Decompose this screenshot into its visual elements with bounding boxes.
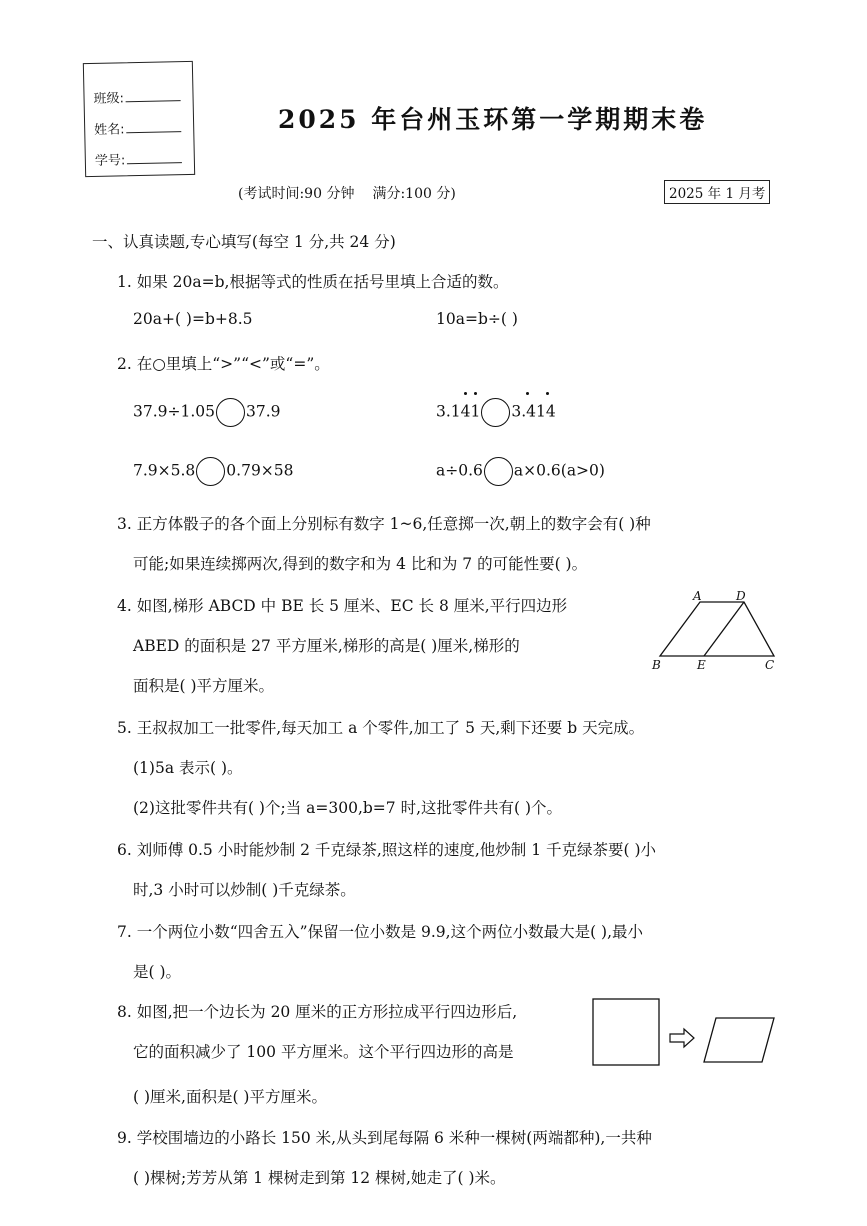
q2-item-a: 37.9÷1.05 37.9: [133, 398, 281, 427]
date-badge: 2025 年 1 月考: [664, 180, 770, 204]
label-c: C: [765, 658, 775, 672]
exam-time: (考试时间:90 分钟: [238, 186, 355, 202]
student-id-field[interactable]: 学号:: [95, 148, 183, 169]
square-to-parallelogram-figure: [590, 996, 780, 1068]
q5-sub2: (2)这批零件共有( )个;当 a=300,b=7 时,这批零件共有( )个。: [133, 799, 563, 817]
name-field[interactable]: 姓名:: [94, 117, 182, 138]
compare-circle[interactable]: [216, 398, 245, 427]
q3-line1: 3. 正方体骰子的各个面上分别标有数字 1~6,任意掷一次,朝上的数字会有( )种: [117, 515, 651, 533]
repeat-dot: [474, 392, 477, 395]
q8-line3: ( )厘米,面积是( )平方厘米。: [133, 1088, 327, 1106]
q7-line1: 7. 一个两位小数“四舍五入”保留一位小数是 9.9,这个两位小数最大是( ),最小: [117, 923, 644, 941]
q1-right-blank[interactable]: 10a=b÷( ): [436, 310, 518, 328]
label-d: D: [736, 589, 746, 603]
parallelogram-shape: [704, 1018, 774, 1062]
label-b: B: [652, 658, 661, 672]
q3-line2: 可能;如果连续掷两次,得到的数字和为 4 比和为 7 的可能性要( )。: [133, 555, 588, 573]
q4-line3: 面积是( )平方厘米。: [133, 677, 275, 695]
q6-line1: 6. 刘师傅 0.5 小时能炒制 2 千克绿茶,照这样的速度,他炒制 1 千克绿茶要( )小: [117, 841, 657, 859]
square-shape: [593, 999, 659, 1065]
compare-circle[interactable]: [481, 398, 510, 427]
q5-stem: 5. 王叔叔加工一批零件,每天加工 a 个零件,加工了 5 天,剩下还要 b 天完成。: [117, 719, 645, 737]
q4-line2: ABED 的面积是 27 平方厘米,梯形的高是( )厘米,梯形的: [133, 637, 520, 655]
repeat-dot: [526, 392, 529, 395]
exam-info: [238, 183, 456, 203]
q5-sub1: (1)5a 表示( )。: [133, 759, 243, 777]
q4-line1: 4. 如图,梯形 ABCD 中 BE 长 5 厘米、EC 长 8 厘米,平行四边形: [117, 597, 568, 615]
q8-line1: 8. 如图,把一个边长为 20 厘米的正方形拉成平行四边形后,: [117, 1003, 518, 1021]
compare-circle[interactable]: [196, 457, 225, 486]
q1-stem: 1. 如果 20a=b,根据等式的性质在括号里填上合适的数。: [117, 273, 509, 291]
trapezoid-abcd: [660, 602, 774, 656]
q9-line1: 9. 学校围墙边的小路长 150 米,从头到尾每隔 6 米种一棵树(两端都种),一共种: [117, 1129, 652, 1147]
student-info-box: [83, 61, 195, 177]
label-e: E: [697, 658, 706, 672]
q2-item-c: 7.9×5.8 0.79×58: [133, 457, 294, 486]
q1-left-blank[interactable]: 20a+( )=b+8.5: [133, 310, 253, 328]
arrow-right-icon: [670, 1029, 694, 1047]
q2-item-b: 3.141 3.414: [436, 398, 556, 427]
full-score: 满分:100 分): [372, 186, 456, 202]
class-field[interactable]: 班级:: [93, 86, 181, 107]
q9-line2: ( )棵树;芳芳从第 1 棵树走到第 12 棵树,她走了( )米。: [133, 1169, 506, 1187]
q2-item-d: a÷0.6 a×0.6(a>0): [436, 457, 605, 486]
q2-stem: 2. 在○里填上“>”“<”或“=”。: [117, 355, 330, 373]
page-title: 2025 年台州玉环第一学期期末卷: [278, 105, 708, 134]
trapezoid-figure: [648, 588, 778, 673]
compare-circle[interactable]: [484, 457, 513, 486]
q8-line2: 它的面积减少了 100 平方厘米。这个平行四边形的高是: [133, 1043, 514, 1061]
label-a: A: [693, 589, 702, 603]
section-heading: 一、认真读题,专心填写(每空 1 分,共 24 分): [92, 233, 396, 251]
repeat-dot: [546, 392, 549, 395]
segment-de: [704, 602, 744, 656]
q6-line2: 时,3 小时可以炒制( )千克绿茶。: [133, 881, 356, 899]
q7-line2: 是( )。: [133, 963, 182, 981]
repeat-dot: [464, 392, 467, 395]
